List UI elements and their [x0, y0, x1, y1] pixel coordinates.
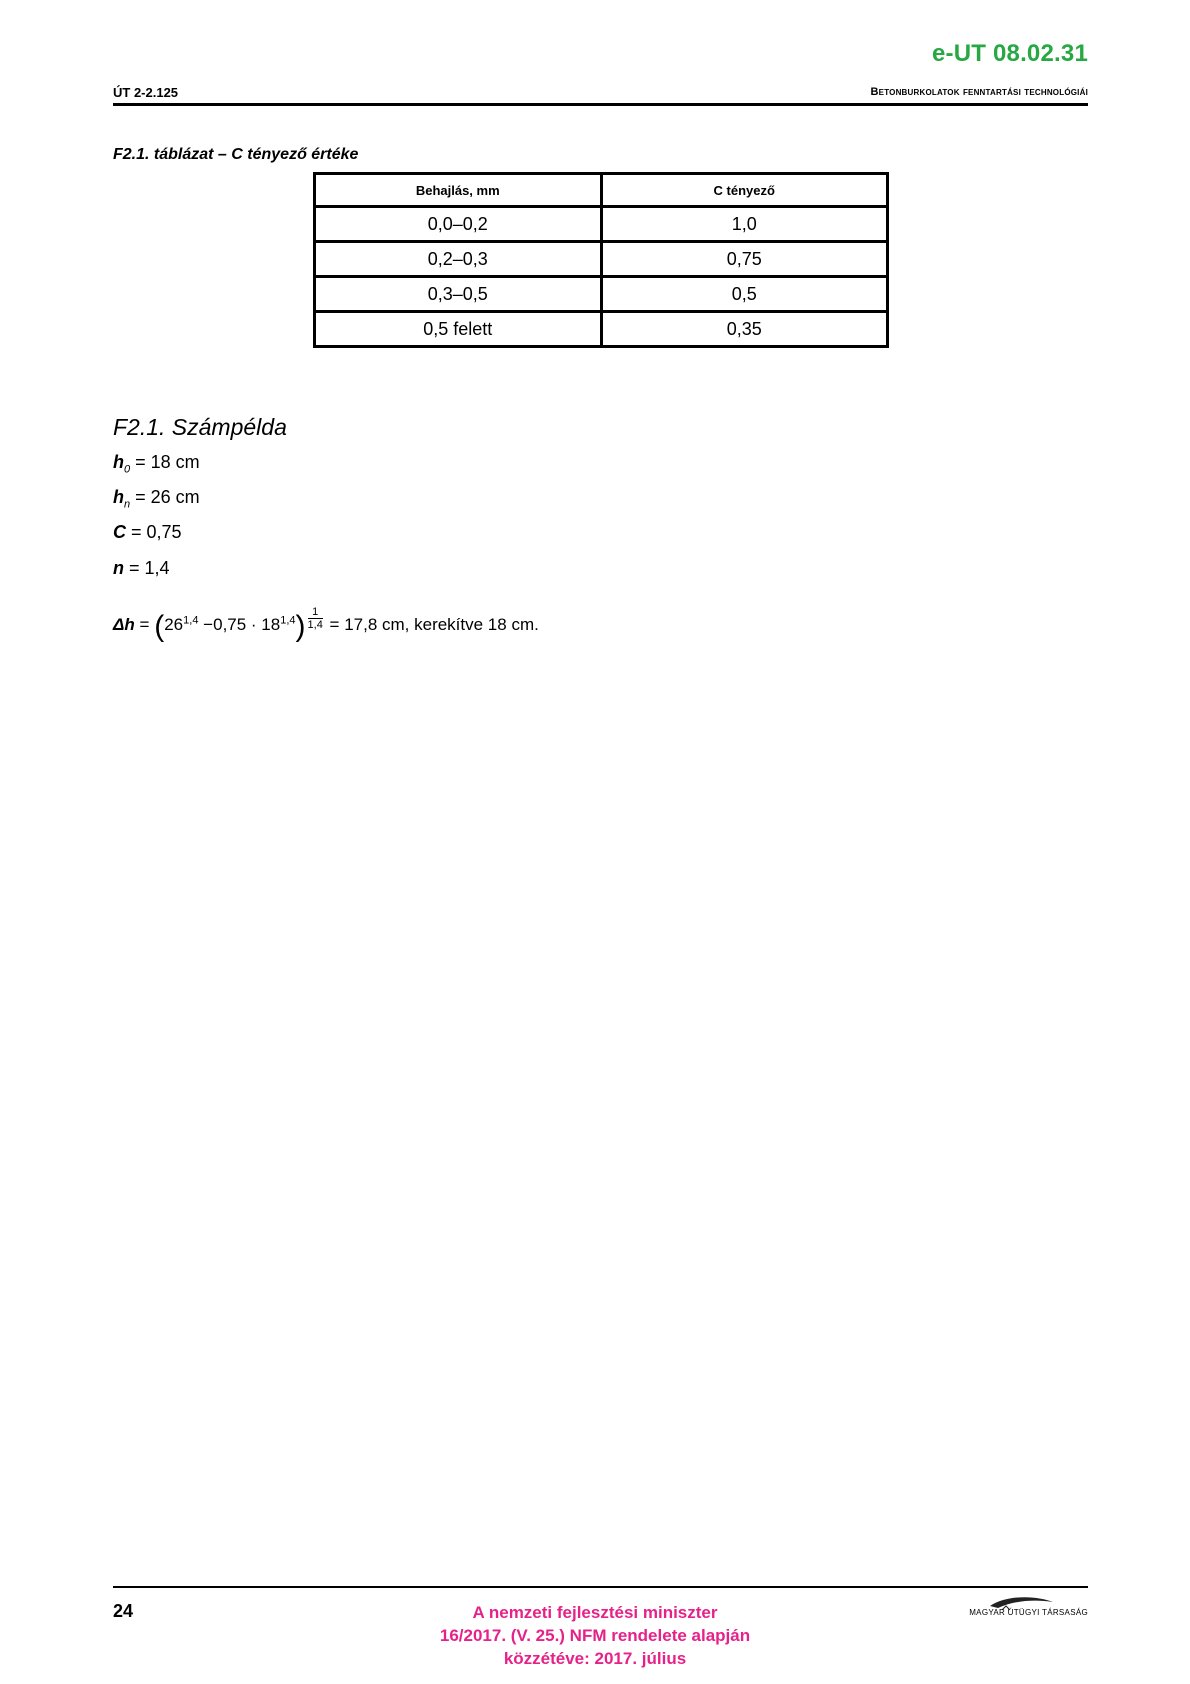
table-row — [315, 312, 888, 347]
variable-symbol: h — [113, 452, 124, 472]
header-rule — [113, 103, 1088, 106]
table-cell: 0,75 — [601, 242, 888, 277]
variable-h0 — [113, 452, 200, 476]
document-subject: Betonburkolatok fenntartási technológiái — [870, 86, 1088, 98]
formula-exponent1: 1,4 — [183, 614, 199, 627]
close-paren: ) — [295, 610, 306, 643]
formula-result: = 17,8 cm, kerekítve 18 cm. — [329, 615, 539, 634]
column-header-c-factor: C tényező — [601, 174, 888, 207]
legal-line: A nemzeti fejlesztési miniszter — [472, 1603, 718, 1622]
publisher-name: MAGYAR ÚTÜGYI TÁRSASÁG — [969, 1608, 1088, 1617]
variable-symbol: h — [113, 487, 124, 507]
variable-value: = 26 cm — [135, 487, 200, 507]
table-cell: 0,0–0,2 — [315, 207, 602, 242]
variable-hn — [113, 487, 200, 511]
table-cell: 0,5 — [601, 277, 888, 312]
table-cell: 0,35 — [601, 312, 888, 347]
legal-line: közzétéve: 2017. július — [503, 1649, 687, 1668]
open-paren: ( — [154, 610, 165, 643]
fraction-numerator: 1 — [312, 606, 319, 618]
variable-c — [113, 522, 182, 543]
variable-symbol: C — [113, 522, 126, 542]
formula — [113, 606, 539, 644]
table-header-row — [315, 174, 888, 207]
table-cell: 1,0 — [601, 207, 888, 242]
variable-value: = 0,75 — [131, 522, 182, 542]
page-number: 24 — [113, 1601, 134, 1621]
table-cell: 0,2–0,3 — [315, 242, 602, 277]
table-caption: F2.1. táblázat – C tényező értéke — [113, 146, 359, 163]
table-row — [315, 207, 888, 242]
doc-code: e-UT 08.02.31 — [931, 40, 1088, 67]
table-row — [315, 242, 888, 277]
formula-exponent2: 1,4 — [280, 614, 296, 627]
variable-subscript: n — [124, 498, 131, 511]
column-header-deflection: Behajlás, mm — [315, 174, 602, 207]
formula-equals: = — [139, 615, 150, 634]
variable-value: = 1,4 — [129, 558, 170, 578]
formula-base1: 26 — [164, 615, 184, 634]
table-row — [315, 277, 888, 312]
formula-minus: − — [203, 615, 214, 634]
c-factor-table — [313, 172, 889, 348]
footer-rule — [113, 1586, 1088, 1588]
legal-line: 16/2017. (V. 25.) NFM rendelete alapján — [439, 1626, 751, 1645]
formula-coefficient: 0,75 · 18 — [213, 615, 281, 634]
table-cell: 0,5 felett — [315, 312, 602, 347]
outer-exponent-fraction — [308, 606, 323, 631]
table-cell: 0,3–0,5 — [315, 277, 602, 312]
variable-symbol: n — [113, 558, 124, 578]
formula-lhs: Δh — [113, 615, 135, 634]
variable-subscript: 0 — [124, 463, 131, 476]
example-heading: F2.1. Számpélda — [113, 414, 287, 440]
standard-number: ÚT 2-2.125 — [113, 85, 179, 100]
variable-n — [113, 558, 170, 579]
fraction-denominator: 1,4 — [307, 619, 323, 631]
variable-value: = 18 cm — [135, 452, 200, 472]
